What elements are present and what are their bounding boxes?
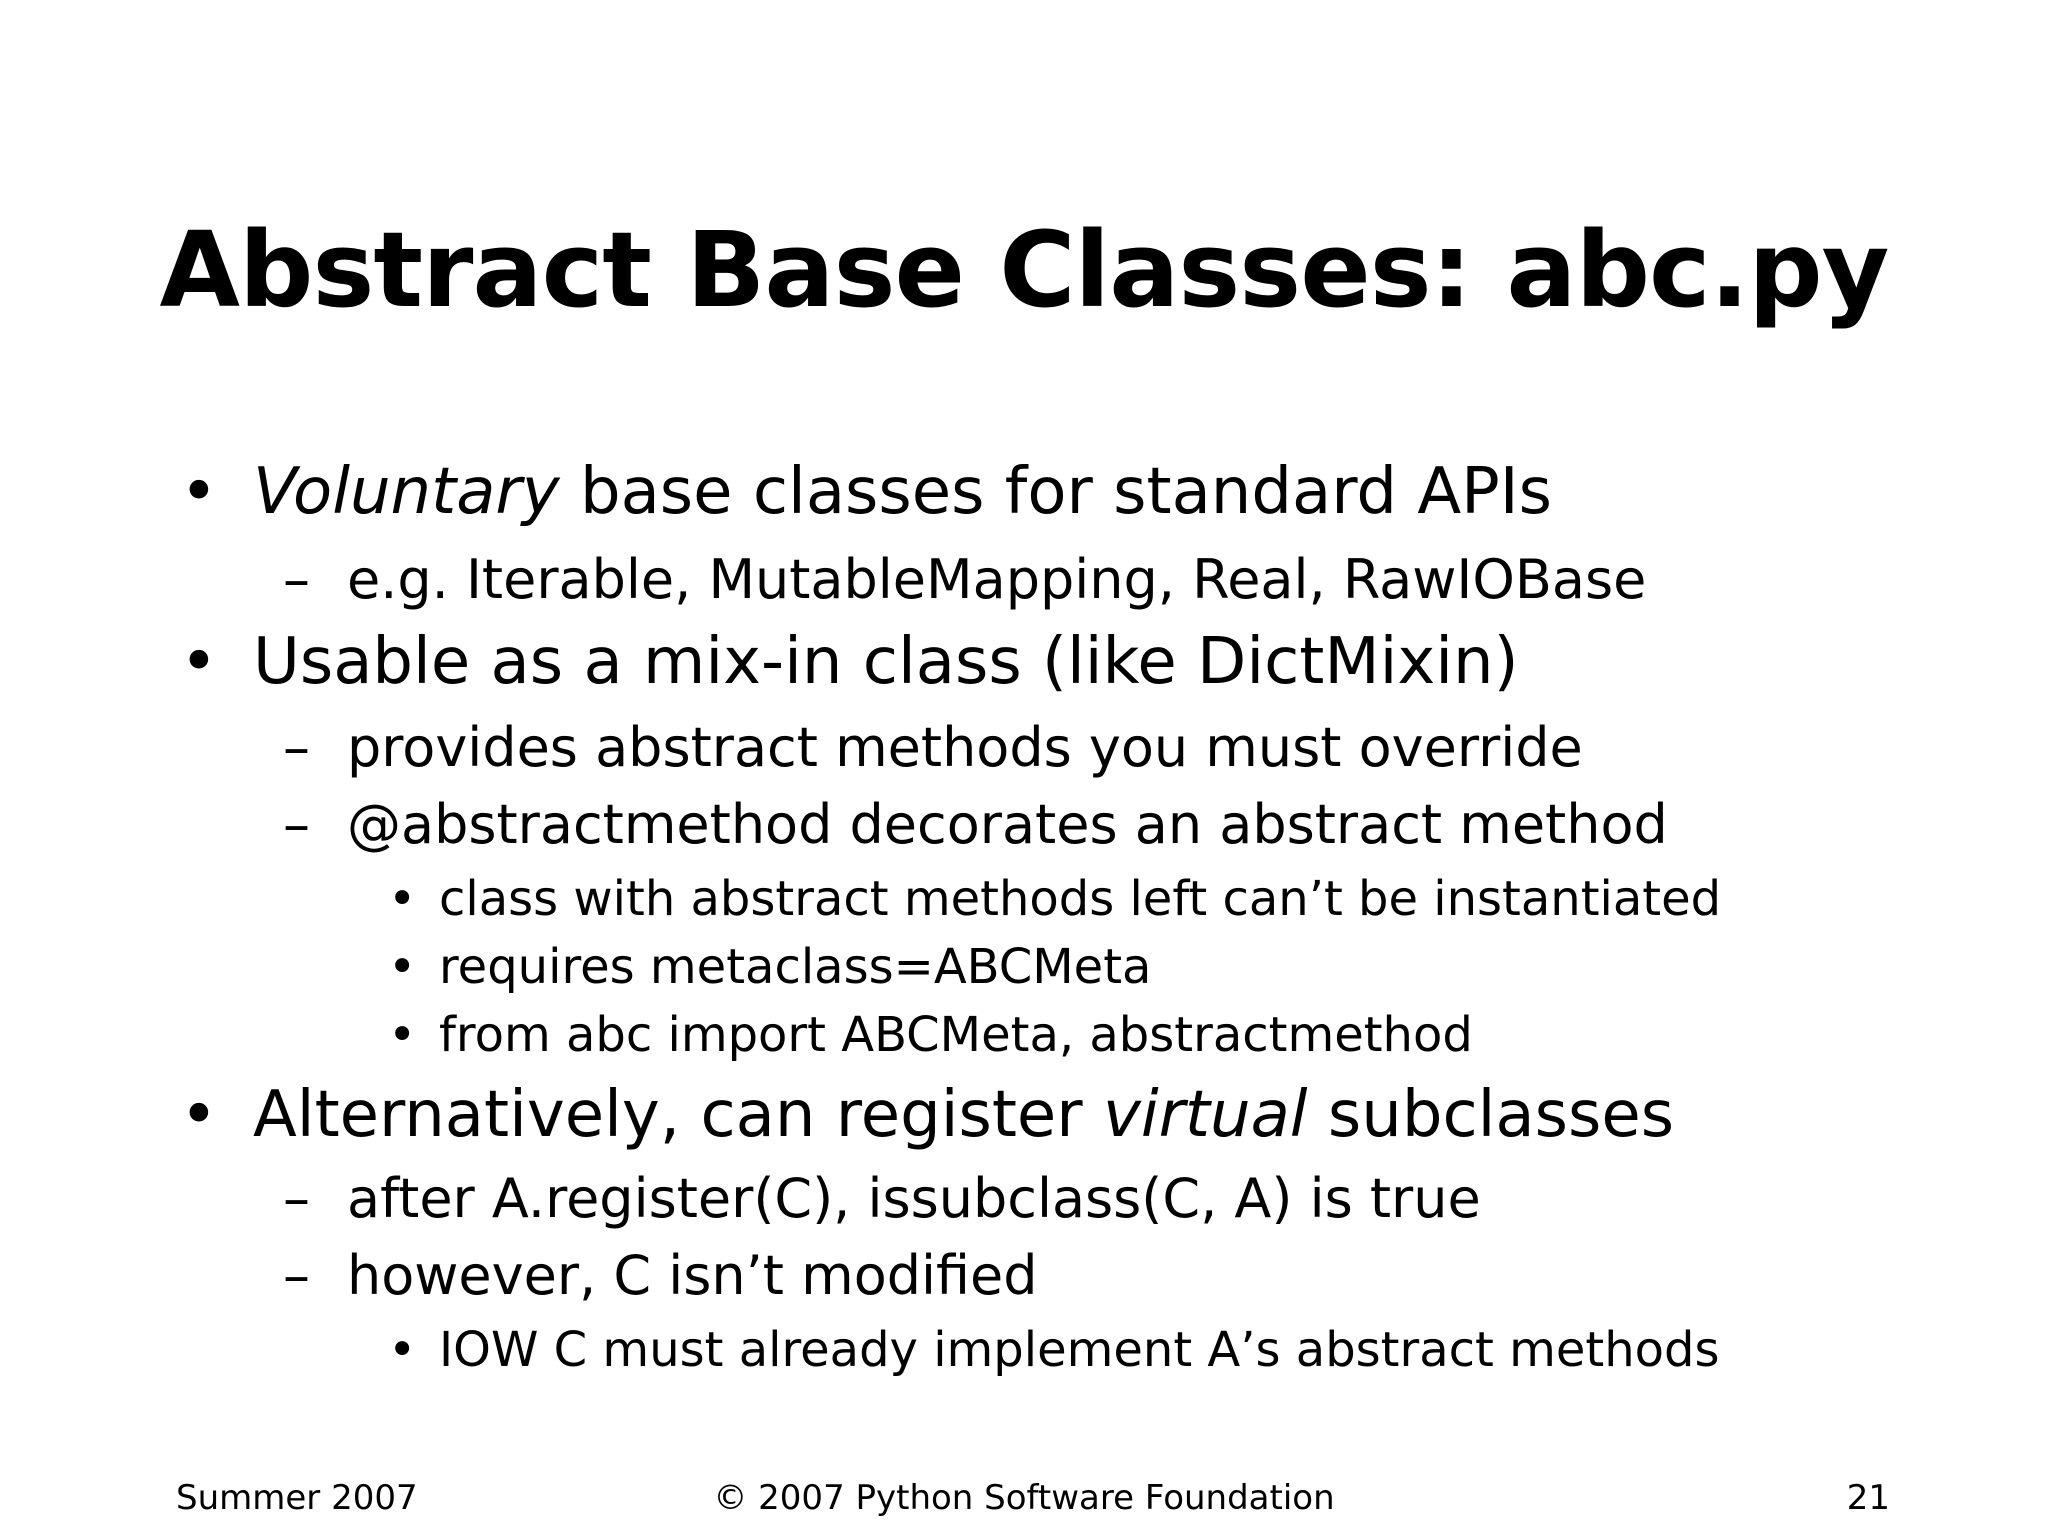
page-number: 21 bbox=[1846, 1478, 1890, 1518]
dash-glyph: – bbox=[283, 1167, 310, 1230]
bullet-glyph: • bbox=[180, 625, 218, 699]
sub-sub-bullet-text: requires metaclass=ABCMeta bbox=[439, 939, 1152, 995]
emphasis-text: virtual bbox=[1102, 1078, 1308, 1152]
sub-sub-bullet-text: class with abstract methods left can’t be instantiated bbox=[439, 871, 1722, 927]
sub-sub-bullet-text: from abc import ABCMeta, abstractmethod bbox=[439, 1007, 1473, 1063]
sub-bullet-text: after A.register(C), issubclass(C, A) is true bbox=[347, 1167, 1481, 1230]
bullet-text: Alternatively, can register virtual subclasses bbox=[253, 1078, 1675, 1152]
bullet-text: Usable as a mix-in class (like DictMixin) bbox=[253, 625, 1519, 699]
sub-sub-bullet-text: IOW C must already implement A’s abstract methods bbox=[439, 1322, 1720, 1378]
bullet-glyph: • bbox=[180, 455, 218, 529]
sub-bullet-text: provides abstract methods you must override bbox=[347, 716, 1583, 779]
dash-glyph: – bbox=[283, 716, 310, 779]
bullet-glyph: • bbox=[388, 871, 417, 927]
dash-glyph: – bbox=[283, 548, 310, 611]
dash-glyph: – bbox=[283, 793, 310, 856]
bullet-glyph: • bbox=[388, 939, 417, 995]
emphasis-text: Voluntary bbox=[253, 455, 560, 529]
sub-bullet-text: e.g. Iterable, MutableMapping, Real, RawIOBase bbox=[347, 548, 1647, 611]
sub-bullet-text: @abstractmethod decorates an abstract method bbox=[347, 793, 1668, 856]
slide-title: Abstract Base Classes: abc.py bbox=[159, 209, 1889, 331]
footer-date: Summer 2007 bbox=[176, 1478, 418, 1518]
bullet-text: Voluntary base classes for standard APIs bbox=[253, 455, 1552, 529]
bullet-glyph: • bbox=[388, 1007, 417, 1063]
bullet-glyph: • bbox=[180, 1078, 218, 1152]
sub-bullet-text: however, C isn’t modified bbox=[347, 1244, 1038, 1307]
bullet-glyph: • bbox=[388, 1322, 417, 1378]
footer-copyright: © 2007 Python Software Foundation bbox=[713, 1478, 1335, 1518]
dash-glyph: – bbox=[283, 1244, 310, 1307]
